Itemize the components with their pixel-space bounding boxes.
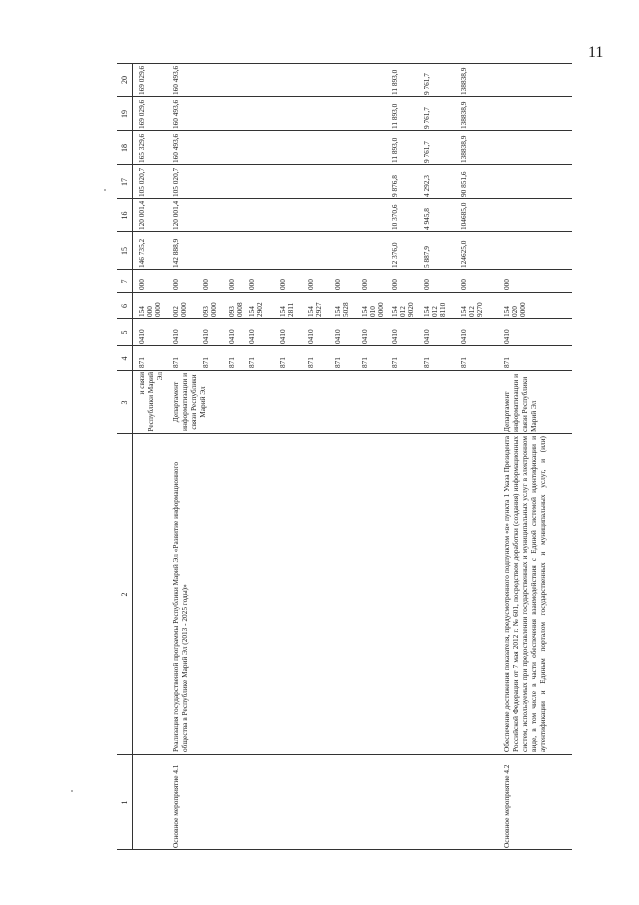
code-grbs: 871 — [227, 357, 236, 368]
header-col-16: 16 — [120, 211, 129, 220]
budget-amount-r: 000 — [171, 279, 180, 290]
budget-amount-r: 000 — [459, 279, 468, 290]
budget-amount-17: 9 876,8 — [390, 175, 399, 197]
header-col-15: 15 — [120, 247, 129, 255]
column-rule — [117, 96, 572, 97]
budget-amount-16: 120 001,4 — [137, 200, 146, 230]
budget-amount-19: 11 893,0 — [390, 103, 399, 129]
column-rule — [117, 164, 572, 165]
budget-amount-r: 000 — [278, 279, 287, 290]
code-rz: 0410 — [422, 329, 431, 344]
csr-code-part: 9020 — [406, 302, 415, 317]
code-grbs: 871 — [137, 357, 146, 368]
code-grbs: 871 — [502, 357, 511, 368]
budget-amount-r: 000 — [137, 279, 146, 290]
code-grbs: 871 — [306, 357, 315, 368]
header-col-4: 4 — [120, 356, 129, 361]
budget-amount-16: 120 001,4 — [171, 200, 180, 230]
csr-code-part: 154 — [137, 306, 146, 317]
code-rz: 0410 — [247, 329, 256, 344]
csr-code-part: 0000 — [518, 302, 527, 317]
code-rz: 0410 — [390, 329, 399, 344]
code-rz: 0410 — [171, 329, 180, 344]
csr-code-part: 020 — [510, 306, 519, 317]
budget-amount-20: 138838,9 — [459, 67, 468, 95]
budget-amount-r: 000 — [201, 279, 210, 290]
budget-amount-19: 169 029,6 — [137, 99, 146, 129]
csr-code-part: 9270 — [475, 302, 484, 317]
column-rule — [117, 63, 572, 64]
header-col-2: 2 — [120, 592, 129, 597]
header-col-19: 19 — [120, 110, 129, 118]
budget-amount-r: 000 — [422, 279, 431, 290]
budget-amount-r: 000 — [306, 279, 315, 290]
column-rule — [117, 433, 572, 434]
header-col-1: 1 — [120, 800, 129, 805]
column-rule — [117, 849, 572, 850]
csr-code-part: 2811 — [286, 302, 295, 317]
header-col-18: 18 — [120, 144, 129, 152]
csr-code-part: 8110 — [438, 302, 447, 317]
budget-amount-19: 160 493,6 — [171, 99, 180, 129]
csr-code-part: 0008 — [235, 302, 244, 317]
csr-code-part: 154 — [306, 306, 315, 317]
csr-code-part: 2902 — [255, 302, 264, 317]
code-rz: 0410 — [137, 329, 146, 344]
budget-amount-18: 165 329,6 — [137, 133, 146, 163]
budget-amount-18: 9 761,7 — [422, 141, 431, 163]
activity-description: Обеспечение достижения показателя, предусмотренного подпунктом «в» пункта 1 Указа Президента Российской Федерации от 7 мая 2012 г. № 601, посредством доработки (создания) информационных систем, используемых при предоставлении государственных и муниципальных услуг в электронном виде, в том числе в части обеспечения взаимодействия с Единой системой идентификации и аутентификации и Единым порталом государственных и муниципальных услуг, и (или) — [502, 436, 547, 752]
budget-amount-19: 138838,9 — [459, 101, 468, 129]
budget-amount-17: 90 851,6 — [459, 171, 468, 197]
csr-code-part: 012 — [467, 306, 476, 317]
budget-amount-r: 000 — [390, 279, 399, 290]
csr-code-part: 000 — [145, 306, 154, 317]
budget-amount-r: 000 — [247, 279, 256, 290]
budget-amount-18: 160 493,6 — [171, 133, 180, 163]
scan-speck — [71, 790, 73, 792]
budget-amount-17: 105 020,7 — [171, 167, 180, 197]
budget-amount-15: 142 888,9 — [171, 238, 180, 268]
csr-code-part: 154 — [278, 306, 287, 317]
code-grbs: 871 — [333, 357, 342, 368]
budget-amount-r: 000 — [360, 279, 369, 290]
budget-amount-19: 9 761,7 — [422, 107, 431, 129]
column-rule — [117, 198, 572, 199]
responsible-executor: Департамент информатизации и связи Республики Марий Эл — [171, 373, 207, 432]
budget-amount-20: 11 893,0 — [390, 69, 399, 95]
budget-amount-16: 4 945,8 — [422, 208, 431, 230]
code-grbs: 871 — [459, 357, 468, 368]
budget-table — [117, 63, 572, 850]
header-col-6: 6 — [120, 304, 129, 308]
activity-description: Реализация государственной программы Республики Марий Эл «Развитие информационного общества в Республике Марий Эл (2013 - 2025 годы)» — [171, 462, 189, 752]
header-col-20: 20 — [120, 76, 129, 84]
page-number: 11 — [588, 44, 604, 61]
code-grbs: 871 — [278, 357, 287, 368]
csr-code-part: 154 — [459, 306, 468, 317]
csr-code-part: 0000 — [179, 302, 188, 317]
header-col-7: 7 — [120, 279, 129, 284]
budget-amount-17: 105 020,7 — [137, 167, 146, 197]
budget-amount-20: 169 029,6 — [137, 65, 146, 95]
header-separator — [132, 63, 133, 850]
code-rz: 0410 — [201, 329, 210, 344]
budget-amount-15: 146 735,2 — [137, 238, 146, 268]
column-rule — [117, 231, 572, 232]
code-grbs: 871 — [360, 357, 369, 368]
csr-code-part: 010 — [368, 306, 377, 317]
budget-amount-20: 9 761,7 — [422, 73, 431, 95]
csr-code-part: 093 — [201, 306, 210, 317]
budget-amount-18: 11 893,0 — [390, 137, 399, 163]
budget-amount-16: 10 370,6 — [390, 204, 399, 230]
code-rz: 0410 — [333, 329, 342, 344]
csr-code-part: 154 — [247, 306, 256, 317]
activity-code: Основное мероприятие 4.1 — [171, 764, 180, 848]
column-rule — [117, 130, 572, 131]
budget-amount-20: 160 493,6 — [171, 65, 180, 95]
code-grbs: 871 — [201, 357, 210, 368]
budget-amount-r: 000 — [333, 279, 342, 290]
activity-code: Основное мероприятие 4.2 — [502, 764, 511, 848]
responsible-executor: Департамент информатизации и связи Республики Марий Эл — [502, 373, 538, 432]
csr-code-part: 154 — [422, 306, 431, 317]
code-grbs: 871 — [422, 357, 431, 368]
csr-code-part: 012 — [398, 306, 407, 317]
csr-code-part: 093 — [227, 306, 236, 317]
budget-amount-17: 4 292,3 — [422, 175, 431, 197]
header-col-5: 5 — [120, 330, 129, 335]
column-rule — [117, 754, 572, 755]
code-rz: 0410 — [278, 329, 287, 344]
code-grbs: 871 — [390, 357, 399, 368]
csr-code-part: 0000 — [153, 302, 162, 317]
budget-amount-16: 104685,0 — [459, 202, 468, 230]
budget-amount-15: 124625,0 — [459, 240, 468, 268]
csr-code-part: 0000 — [209, 302, 218, 317]
csr-code-part: 154 — [390, 306, 399, 317]
header-col-3: 3 — [120, 400, 129, 405]
code-rz: 0410 — [227, 329, 236, 344]
csr-code-part: 2927 — [314, 302, 323, 317]
code-rz: 0410 — [360, 329, 369, 344]
code-grbs: 871 — [171, 357, 180, 368]
csr-code-part: 154 — [333, 306, 342, 317]
responsible-executor: и связи Республики Марий Эл — [137, 372, 164, 432]
header-col-17: 17 — [120, 178, 129, 186]
budget-amount-15: 5 887,9 — [422, 246, 431, 268]
csr-code-part: 154 — [360, 306, 369, 317]
csr-code-part: 0000 — [376, 302, 385, 317]
code-rz: 0410 — [306, 329, 315, 344]
budget-amount-15: 12 376,0 — [390, 242, 399, 268]
code-rz: 0410 — [459, 329, 468, 344]
code-rz: 0410 — [502, 329, 511, 344]
budget-amount-r: 000 — [227, 279, 236, 290]
code-grbs: 871 — [247, 357, 256, 368]
budget-amount-18: 138838,9 — [459, 135, 468, 163]
budget-amount-r: 000 — [502, 279, 511, 290]
csr-code-part: 012 — [430, 306, 439, 317]
scan-speck — [104, 189, 106, 191]
csr-code-part: 5028 — [341, 302, 350, 317]
csr-code-part: 154 — [502, 306, 511, 317]
csr-code-part: 002 — [171, 306, 180, 317]
